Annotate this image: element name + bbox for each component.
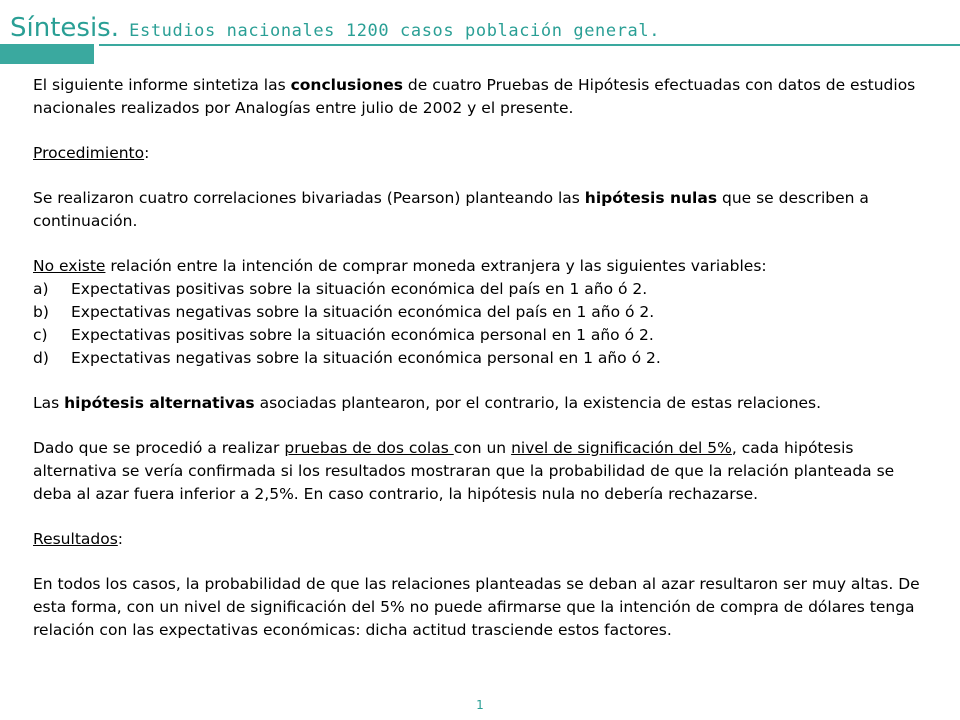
alternative-bold: hipótesis alternativas — [64, 394, 255, 412]
list-item-text: Expectativas positivas sobre la situación económica del país en 1 año ó 2. — [71, 280, 648, 298]
significance-text-2: con un — [453, 439, 512, 457]
null-hypothesis-text: relación entre la intención de comprar moneda extranjera y las siguientes variables: — [105, 257, 767, 275]
alternative-paragraph — [33, 392, 933, 415]
procedimiento-heading — [33, 142, 933, 165]
null-hypothesis-intro — [33, 255, 933, 278]
significance-text-1: Dado que se procedió a realizar — [33, 439, 285, 457]
list-item-text: Expectativas positivas sobre la situación económica personal en 1 año ó 2. — [71, 326, 654, 344]
method-text-2: que se describen a continuación. — [33, 189, 869, 230]
conclusion-paragraph: En todos los casos, la probabilidad de que las relaciones planteadas se deban al azar resultaron ser muy altas. De esta forma, con un nivel de significación del 5% no puede afirmarse que la intención de compra de dólares tenga relación con las expectativas económicas: dicha actitud trasciende estos factores. — [33, 575, 920, 639]
intro-bold: conclusiones — [290, 76, 403, 94]
header-accent-rule — [99, 44, 960, 46]
list-item — [33, 301, 933, 324]
significance-text-3: , cada hipótesis alternativa se vería confirmada si los resultados mostraran que la probabilidad de que la relación planteada se deba al azar fuera inferior a 2,5%. En caso contrario, la hipótesis nula no debería rechazarse. — [33, 439, 895, 503]
significance-underline-1: pruebas de dos colas — [284, 439, 454, 457]
significance-paragraph — [33, 437, 933, 506]
intro-text-1: El siguiente informe sintetiza las — [33, 76, 291, 94]
page-number: 1 — [476, 698, 484, 712]
list-item — [33, 278, 933, 301]
list-marker: d) — [33, 349, 49, 367]
alternative-text-2: asociadas plantearon, por el contrario, la existencia de estas relaciones. — [254, 394, 822, 412]
resultados-label: Resultados — [33, 530, 118, 548]
method-bold: hipótesis nulas — [584, 189, 718, 207]
procedimiento-colon: : — [144, 144, 150, 162]
list-item-text: Expectativas negativas sobre la situación económica del país en 1 año ó 2. — [71, 303, 655, 321]
procedimiento-label: Procedimiento — [33, 144, 145, 162]
null-hypothesis-underlined: No existe — [33, 257, 106, 275]
resultados-colon: : — [117, 530, 124, 548]
list-item — [33, 347, 933, 370]
title-main: Síntesis. — [10, 13, 119, 43]
intro-paragraph — [33, 74, 933, 120]
list-marker: b) — [33, 303, 49, 321]
alternative-text-1: Las — [33, 394, 65, 412]
list-item-text: Expectativas negativas sobre la situación económica personal en 1 año ó 2. — [71, 349, 661, 367]
intro-text-2: de cuatro Pruebas de Hipótesis efectuadas con datos de estudios nacionales realizados por Analogías entre julio de 2002 y el presente. — [33, 76, 916, 117]
hypothesis-list — [33, 278, 933, 370]
header-accent-block — [0, 44, 94, 64]
list-marker: a) — [33, 280, 49, 298]
slide-title — [10, 6, 660, 44]
method-text-1: Se realizaron cuatro correlaciones bivariadas (Pearson) planteando las — [33, 189, 585, 207]
significance-underline-2: nivel de significación del 5% — [511, 439, 732, 457]
method-paragraph — [33, 187, 933, 233]
title-subtitle: Estudios nacionales 1200 casos población general. — [129, 21, 661, 41]
list-item — [33, 324, 933, 347]
resultados-heading — [33, 528, 933, 551]
list-marker: c) — [33, 326, 48, 344]
slide-body — [33, 74, 933, 642]
